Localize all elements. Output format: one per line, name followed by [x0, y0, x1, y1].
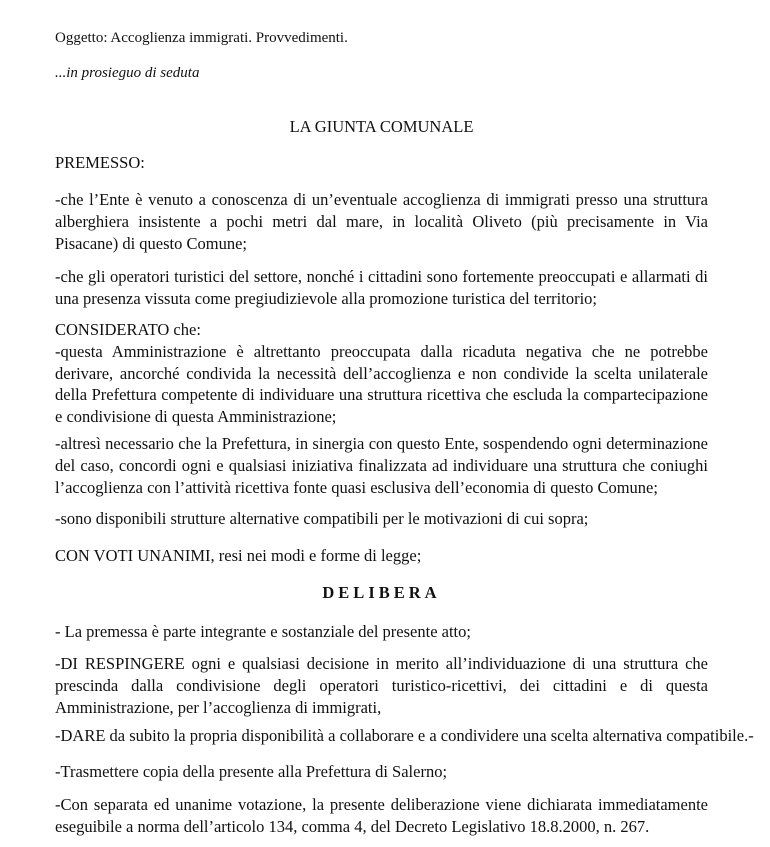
premesso-item-1: -che l’Ente è venuto a conoscenza di un’eventuale accoglienza di immigrati presso una struttura alberghiera insistente a pochi metri dal mare, in località Oliveto (più precisamente in Via Pisacane) di questo Comune;	[55, 190, 708, 253]
delibera-item-3: -DARE da subito la propria disponibilità a collaborare e a condividere una scelta alternativa compatibile.-	[55, 726, 754, 745]
premesso-item-2: -che gli operatori turistici del settore, nonché i cittadini sono fortemente preoccupati e allarmati di una presenza vissuta come pregiudizievole alla promozione turistica del territorio;	[55, 267, 708, 308]
considerato-item-1: -questa Amministrazione è altrettanto preoccupata dalla ricaduta negativa che ne potrebbe derivare, ancorché condivida la necessità dell’accoglienza e non condivide la scelta unilaterale della Prefettura competente di individuare una struttura ricettiva che escluda la compartecipazione e condivisione di questa Amministrazione;	[55, 342, 708, 426]
delibera-item-5: -Con separata ed unanime votazione, la presente deliberazione viene dichiarata immediatamente eseguibile a norma dell’articolo 134, comma 4, del Decreto Legislativo 18.8.2000, n. 267.	[55, 795, 708, 836]
delibera-item-2: -DI RESPINGERE ogni e qualsiasi decisione in merito all’individuazione di una struttura che prescinda dalla condivisione degli operatori turistico-ricettivi, dei cittadini e di questa Amministrazione, per l’accoglienza di immigrati,	[55, 654, 708, 717]
considerato-heading: CONSIDERATO che:	[55, 320, 201, 339]
delibera-item-1: - La premessa è parte integrante e sostanziale del presente atto;	[55, 622, 471, 641]
considerato-item-2: -altresì necessario che la Prefettura, in sinergia con questo Ente, sospendendo ogni determinazione del caso, concordi ogni e qualsiasi iniziativa finalizzata ad individuare una struttura che coniughi l’accoglienza con l’attività ricettiva fonte quasi esclusiva dell’economia di questo Comune;	[55, 434, 708, 497]
considerato-item-3: -sono disponibili strutture alternative compatibili per le motivazioni di cui sopra;	[55, 509, 589, 528]
premesso-heading: PREMESSO:	[55, 153, 145, 172]
delibera-item-4: -Trasmettere copia della presente alla Prefettura di Salerno;	[55, 762, 448, 781]
session-continuation: ...in prosieguo di seduta	[55, 65, 200, 81]
document-title: LA GIUNTA COMUNALE	[289, 117, 474, 136]
subject-line: Oggetto: Accoglienza immigrati. Provvedimenti.	[55, 30, 348, 46]
voti-line: CON VOTI UNANIMI, resi nei modi e forme di legge;	[55, 546, 422, 565]
delibera-heading: DELIBERA	[322, 583, 441, 602]
